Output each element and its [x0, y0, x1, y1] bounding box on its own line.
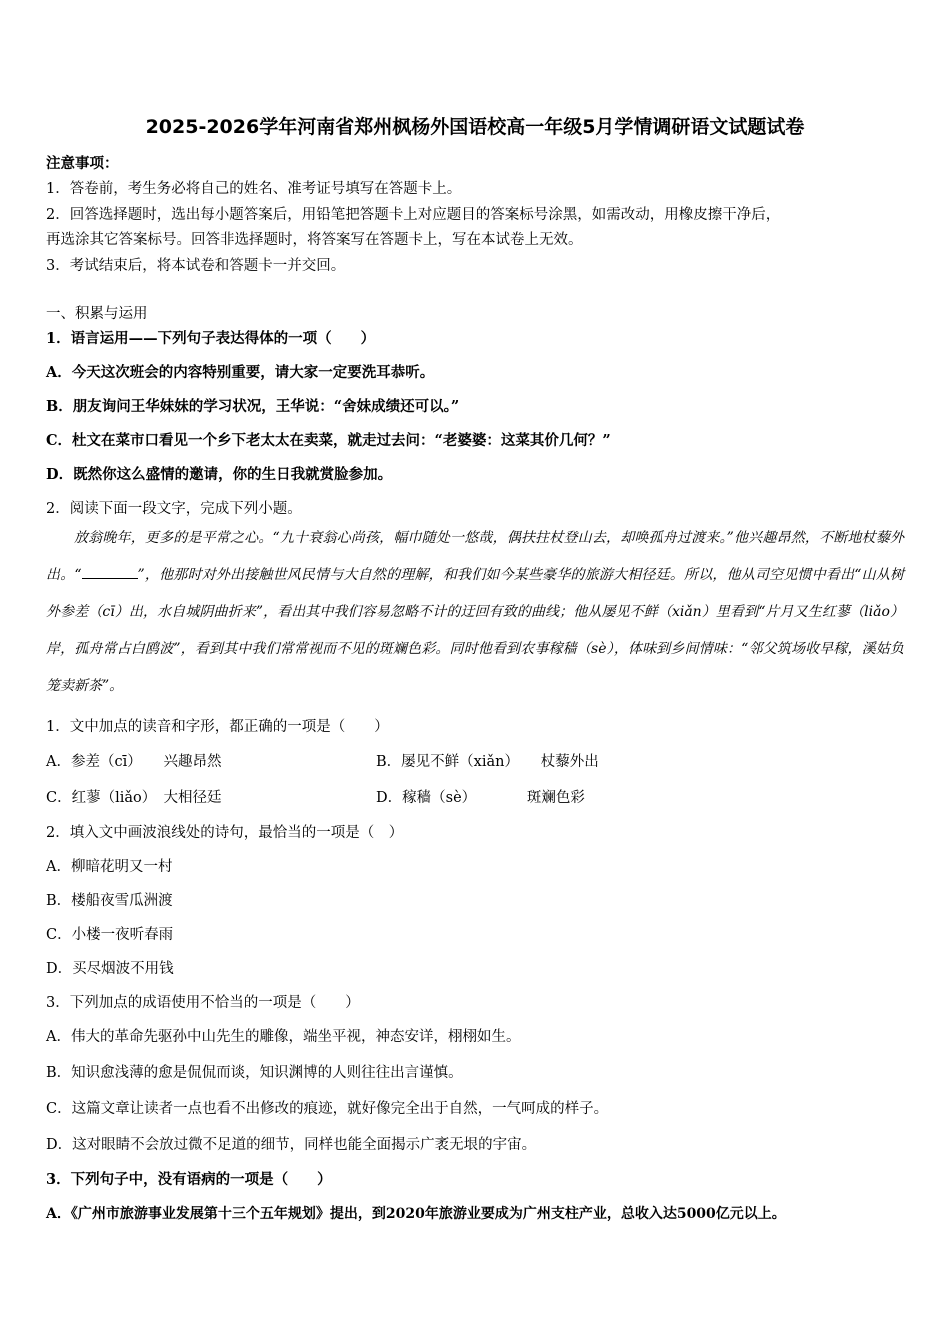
subquestion-2-option-a: A．柳暗花明又一村	[46, 859, 173, 875]
notice-item: 1．答卷前，考生务必将自己的姓名、准考证号填写在答题卡上。	[46, 181, 462, 197]
question-1-option-b: B．朋友询问王华妹妹的学习状况，王华说：“舍妹成绩还可以。”	[46, 398, 460, 415]
subquestion-1-option-a: A．参差（cī） 兴趣昂然	[46, 754, 222, 770]
notice-item: 3．考试结束后，将本试卷和答题卡一并交回。	[46, 258, 346, 274]
notice-item: 再选涂其它答案标号。回答非选择题时，将答案写在答题卡上，写在本试卷上无效。	[46, 232, 583, 248]
subquestion-3-option-d: D．这对眼睛不会放过微不足道的细节，同样也能全面揭示广袤无垠的宇宙。	[46, 1137, 537, 1153]
answer-blank	[82, 566, 138, 579]
subquestion-1-option-b: B．屡见不鲜（xiǎn） 杖藜外出	[376, 754, 599, 770]
question-3-stem: 3．下列句子中，没有语病的一项是（ ）	[46, 1171, 332, 1188]
question-1-stem: 1．语言运用——下列句子表达得体的一项（ ）	[46, 330, 376, 347]
reading-passage	[46, 520, 904, 705]
subquestion-3-option-b: B．知识愈浅薄的愈是侃侃而谈，知识渊博的人则往往出言谨慎。	[46, 1065, 463, 1081]
subquestion-3-option-c: C．这篇文章让读者一点也看不出修改的痕迹，就好像完全出于自然，一气呵成的样子。	[46, 1101, 609, 1117]
page-title: 2025-2026学年河南省郑州枫杨外国语校高一年级5月学情调研语文试题试卷	[145, 116, 805, 138]
subquestion-1-stem: 1．文中加点的读音和字形，都正确的一项是（ ）	[46, 719, 389, 735]
question-2-stem: 2．阅读下面一段文字，完成下列小题。	[46, 501, 302, 517]
subquestion-2-option-c: C．小楼一夜听春雨	[46, 927, 174, 943]
subquestion-1-option-d: D．稼穑（sè） 斑斓色彩	[376, 790, 585, 806]
notice-heading: 注意事项：	[46, 155, 119, 172]
question-1-option-c: C．杜文在菜市口看见一个乡下老太太在卖菜，就走过去问：“老婆婆：这菜其价几何？”	[46, 432, 611, 449]
subquestion-3-option-a: A．伟大的革命先驱孙中山先生的雕像，端坐平视，神态安详，栩栩如生。	[46, 1029, 521, 1045]
section-heading: 一、积累与运用	[46, 306, 148, 322]
question-3-option-a: A．《广州市旅游事业发展第十三个五年规划》提出，到2020年旅游业要成为广州支柱产业，总收入达5000亿元以上。	[46, 1206, 786, 1222]
question-1-option-d: D．既然你这么盛情的邀请，你的生日我就赏脸参加。	[46, 466, 393, 483]
subquestion-2-option-d: D．买尽烟波不用钱	[46, 961, 174, 977]
subquestion-2-stem: 2．填入文中画波浪线处的诗句，最恰当的一项是（ ）	[46, 825, 404, 841]
question-1-option-a: A．今天这次班会的内容特别重要，请大家一定要洗耳恭听。	[46, 364, 435, 381]
subquestion-3-stem: 3．下列加点的成语使用不恰当的一项是（ ）	[46, 995, 360, 1011]
subquestion-1-option-c: C．红蓼（liǎo） 大相径廷	[46, 790, 222, 806]
passage-text-a: 放翁晚年，更多的是平常之心。“九十衰翁心尚孩，幅巾随处一悠哉，偶扶拄杖登山去，却唤孤舟过渡来。”他兴趣昂然，不断地杖藜外出。“	[46, 530, 904, 583]
notice-item: 2．回答选择题时，选出每小题答案后，用铅笔把答题卡上对应题目的答案标号涂黑，如需改动，用橡皮擦干净后，	[46, 207, 781, 223]
passage-text-b: ”，他那时对外出接触世风民情与大自然的理解，和我们如今某些豪华的旅游大相径廷。所以，他从司空见惯中看出“山从树外参差（cī）出，水自城阴曲折来”，看出其中我们容易忽略不计的迂回有致的曲线；他从屡见不鲜（xiǎn）里看到“片月又生红蓼（liǎo）岸，孤舟常占白鸥波”，看到其中我们常常视而不见的斑斓色彩。同时他看到农事稼穑（sè），体味到乡间情味：“邻父筑场收早稼，溪姑负笼卖新茶”。	[46, 567, 904, 694]
subquestion-2-option-b: B．楼船夜雪瓜洲渡	[46, 893, 173, 909]
